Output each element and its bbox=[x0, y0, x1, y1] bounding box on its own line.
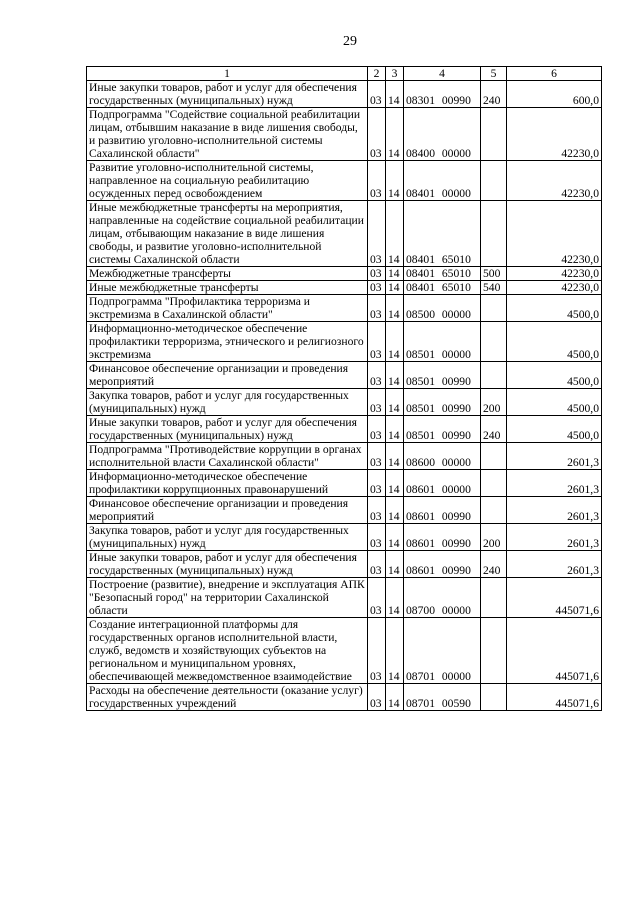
item-name: Информационно-методическое обеспечение профилактики коррупционных правонарушений bbox=[87, 470, 368, 497]
expense-type-code: 200 bbox=[481, 524, 507, 551]
amount: 4500,0 bbox=[507, 362, 602, 389]
expense-type-code bbox=[481, 578, 507, 618]
amount: 2601,3 bbox=[507, 470, 602, 497]
table-row bbox=[87, 684, 602, 711]
item-name: Иные закупки товаров, работ и услуг для обеспечения государственных (муниципальных) нужд bbox=[87, 416, 368, 443]
target-article-code: 08301 00990 bbox=[404, 81, 481, 108]
target-article-code: 08700 00000 bbox=[404, 578, 481, 618]
section-code: 03 bbox=[368, 389, 386, 416]
amount: 4500,0 bbox=[507, 416, 602, 443]
target-article-code: 08501 00990 bbox=[404, 362, 481, 389]
item-name: Закупка товаров, работ и услуг для государственных (муниципальных) нужд bbox=[87, 524, 368, 551]
section-code: 03 bbox=[368, 524, 386, 551]
subsection-code: 14 bbox=[386, 108, 404, 161]
amount: 42230,0 bbox=[507, 161, 602, 201]
item-name: Развитие уголовно-исполнительной системы, направленное на социальную реабилитацию осужденных перед освобождением bbox=[87, 161, 368, 201]
section-code: 03 bbox=[368, 470, 386, 497]
item-name: Иные закупки товаров, работ и услуг для обеспечения государственных (муниципальных) нужд bbox=[87, 551, 368, 578]
header-col-2: 2 bbox=[368, 67, 386, 81]
subsection-code: 14 bbox=[386, 684, 404, 711]
table-row bbox=[87, 551, 602, 578]
subsection-code: 14 bbox=[386, 497, 404, 524]
budget-table bbox=[86, 66, 602, 711]
subsection-code: 14 bbox=[386, 443, 404, 470]
item-name: Построение (развитие), внедрение и эксплуатация АПК "Безопасный город" на территории Сахалинской области bbox=[87, 578, 368, 618]
expense-type-code bbox=[481, 618, 507, 684]
subsection-code: 14 bbox=[386, 389, 404, 416]
target-article-code: 08400 00000 bbox=[404, 108, 481, 161]
expense-type-code bbox=[481, 362, 507, 389]
item-name: Финансовое обеспечение организации и проведения мероприятий bbox=[87, 497, 368, 524]
target-article-code: 08501 00990 bbox=[404, 416, 481, 443]
item-name: Закупка товаров, работ и услуг для государственных (муниципальных) нужд bbox=[87, 389, 368, 416]
target-article-code: 08401 65010 bbox=[404, 267, 481, 281]
expense-type-code: 540 bbox=[481, 281, 507, 295]
subsection-code: 14 bbox=[386, 470, 404, 497]
amount: 42230,0 bbox=[507, 267, 602, 281]
item-name: Межбюджетные трансферты bbox=[87, 267, 368, 281]
section-code: 03 bbox=[368, 108, 386, 161]
header-col-1: 1 bbox=[87, 67, 368, 81]
table-row bbox=[87, 161, 602, 201]
table-row bbox=[87, 524, 602, 551]
amount: 2601,3 bbox=[507, 443, 602, 470]
subsection-code: 14 bbox=[386, 201, 404, 267]
expense-type-code: 240 bbox=[481, 81, 507, 108]
target-article-code: 08601 00000 bbox=[404, 470, 481, 497]
section-code: 03 bbox=[368, 362, 386, 389]
target-article-code: 08401 00000 bbox=[404, 161, 481, 201]
table-row bbox=[87, 578, 602, 618]
section-code: 03 bbox=[368, 295, 386, 322]
amount: 42230,0 bbox=[507, 108, 602, 161]
item-name: Информационно-методическое обеспечение профилактики терроризма, этнического и религиозного экстремизма bbox=[87, 322, 368, 362]
item-name: Расходы на обеспечение деятельности (оказание услуг) государственных учреждений bbox=[87, 684, 368, 711]
table-row bbox=[87, 81, 602, 108]
item-name: Подпрограмма "Содействие социальной реабилитации лицам, отбывшим наказание в виде лишения свободы, и развитию уголовно-исполнительной системы Сахалинской области" bbox=[87, 108, 368, 161]
header-col-5: 5 bbox=[481, 67, 507, 81]
amount: 4500,0 bbox=[507, 322, 602, 362]
table-row bbox=[87, 108, 602, 161]
expense-type-code: 240 bbox=[481, 416, 507, 443]
section-code: 03 bbox=[368, 551, 386, 578]
section-code: 03 bbox=[368, 201, 386, 267]
subsection-code: 14 bbox=[386, 524, 404, 551]
section-code: 03 bbox=[368, 684, 386, 711]
header-col-4: 4 bbox=[404, 67, 481, 81]
subsection-code: 14 bbox=[386, 362, 404, 389]
section-code: 03 bbox=[368, 497, 386, 524]
amount: 2601,3 bbox=[507, 524, 602, 551]
subsection-code: 14 bbox=[386, 267, 404, 281]
item-name: Подпрограмма "Профилактика терроризма и экстремизма в Сахалинской области" bbox=[87, 295, 368, 322]
amount: 42230,0 bbox=[507, 281, 602, 295]
expense-type-code bbox=[481, 322, 507, 362]
expense-type-code: 240 bbox=[481, 551, 507, 578]
header-col-3: 3 bbox=[386, 67, 404, 81]
table-row bbox=[87, 470, 602, 497]
amount: 445071,6 bbox=[507, 684, 602, 711]
section-code: 03 bbox=[368, 578, 386, 618]
target-article-code: 08601 00990 bbox=[404, 524, 481, 551]
table-row bbox=[87, 497, 602, 524]
table-row bbox=[87, 416, 602, 443]
item-name: Иные межбюджетные трансферты на мероприятия, направленные на содействие социальной реабилитации лицам, отбывающим наказание в виде лишения свободы, и развитие уголовно-исполнительной системы Сахалинской области bbox=[87, 201, 368, 267]
target-article-code: 08500 00000 bbox=[404, 295, 481, 322]
target-article-code: 08601 00990 bbox=[404, 551, 481, 578]
table-row bbox=[87, 201, 602, 267]
target-article-code: 08701 00000 bbox=[404, 618, 481, 684]
expense-type-code bbox=[481, 161, 507, 201]
section-code: 03 bbox=[368, 161, 386, 201]
amount: 4500,0 bbox=[507, 389, 602, 416]
expense-type-code bbox=[481, 201, 507, 267]
item-name: Финансовое обеспечение организации и проведения мероприятий bbox=[87, 362, 368, 389]
amount: 445071,6 bbox=[507, 618, 602, 684]
target-article-code: 08401 65010 bbox=[404, 281, 481, 295]
expense-type-code bbox=[481, 684, 507, 711]
subsection-code: 14 bbox=[386, 161, 404, 201]
amount: 2601,3 bbox=[507, 497, 602, 524]
table-row bbox=[87, 362, 602, 389]
target-article-code: 08501 00990 bbox=[404, 389, 481, 416]
subsection-code: 14 bbox=[386, 281, 404, 295]
table-row bbox=[87, 295, 602, 322]
item-name: Иные межбюджетные трансферты bbox=[87, 281, 368, 295]
item-name: Подпрограмма "Противодействие коррупции в органах исполнительной власти Сахалинской области" bbox=[87, 443, 368, 470]
table-row bbox=[87, 618, 602, 684]
subsection-code: 14 bbox=[386, 81, 404, 108]
target-article-code: 08701 00590 bbox=[404, 684, 481, 711]
target-article-code: 08401 65010 bbox=[404, 201, 481, 267]
subsection-code: 14 bbox=[386, 295, 404, 322]
amount: 4500,0 bbox=[507, 295, 602, 322]
expense-type-code bbox=[481, 470, 507, 497]
amount: 2601,3 bbox=[507, 551, 602, 578]
expense-type-code bbox=[481, 295, 507, 322]
table-row bbox=[87, 389, 602, 416]
table-row bbox=[87, 443, 602, 470]
subsection-code: 14 bbox=[386, 551, 404, 578]
section-code: 03 bbox=[368, 443, 386, 470]
header-col-6: 6 bbox=[507, 67, 602, 81]
table-row bbox=[87, 322, 602, 362]
subsection-code: 14 bbox=[386, 416, 404, 443]
expense-type-code: 200 bbox=[481, 389, 507, 416]
item-name: Создание интеграционной платформы для государственных органов исполнительной власти, служб, ведомств и хозяйствующих субъектов на региональном и муниципальном уровнях, обеспечивающей межведомственное взаимодействие bbox=[87, 618, 368, 684]
target-article-code: 08501 00000 bbox=[404, 322, 481, 362]
table-row bbox=[87, 281, 602, 295]
target-article-code: 08600 00000 bbox=[404, 443, 481, 470]
section-code: 03 bbox=[368, 267, 386, 281]
expense-type-code bbox=[481, 108, 507, 161]
expense-type-code: 500 bbox=[481, 267, 507, 281]
amount: 42230,0 bbox=[507, 201, 602, 267]
table-row bbox=[87, 267, 602, 281]
target-article-code: 08601 00990 bbox=[404, 497, 481, 524]
page-number: 29 bbox=[343, 34, 357, 49]
expense-type-code bbox=[481, 443, 507, 470]
section-code: 03 bbox=[368, 618, 386, 684]
subsection-code: 14 bbox=[386, 578, 404, 618]
table-body bbox=[87, 81, 602, 711]
expense-type-code bbox=[481, 497, 507, 524]
amount: 600,0 bbox=[507, 81, 602, 108]
section-code: 03 bbox=[368, 322, 386, 362]
subsection-code: 14 bbox=[386, 322, 404, 362]
item-name: Иные закупки товаров, работ и услуг для обеспечения государственных (муниципальных) нужд bbox=[87, 81, 368, 108]
section-code: 03 bbox=[368, 281, 386, 295]
section-code: 03 bbox=[368, 416, 386, 443]
subsection-code: 14 bbox=[386, 618, 404, 684]
amount: 445071,6 bbox=[507, 578, 602, 618]
section-code: 03 bbox=[368, 81, 386, 108]
header-row bbox=[87, 67, 602, 81]
